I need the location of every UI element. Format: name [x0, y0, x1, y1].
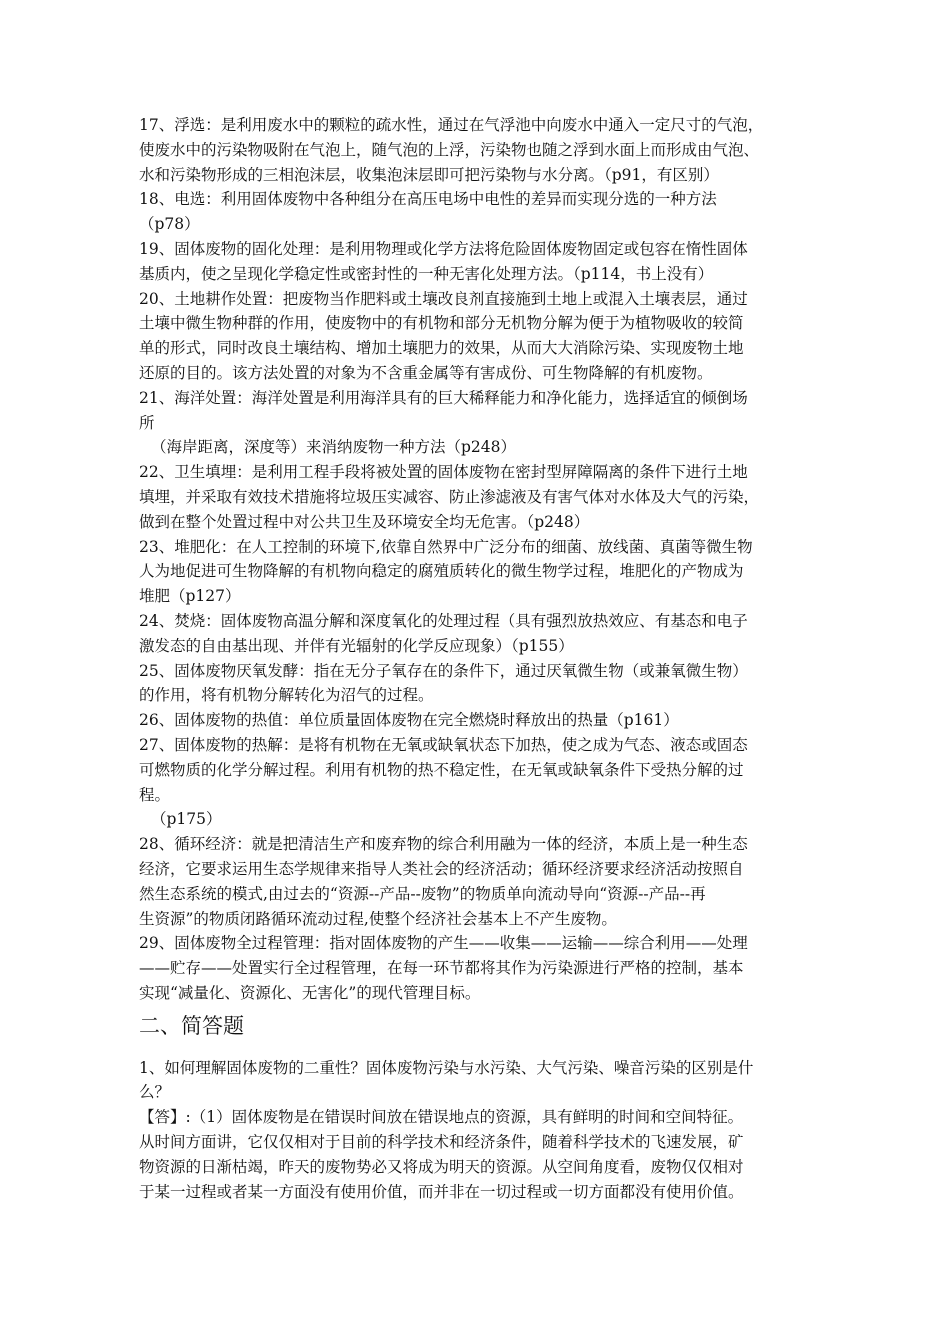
- text-line: 26、固体废物的热值：单位质量固体废物在完全燃烧时释放出的热量（p161）: [139, 711, 679, 730]
- text-line: 经济，它要求运用生态学规律来指导人类社会的经济活动；循环经济要求经济活动按照自: [139, 859, 744, 878]
- text-line: 【答】:（1）固体废物是在错误时间放在错误地点的资源，具有鲜明的时间和空间特征。: [139, 1108, 744, 1127]
- text-line: 的作用，将有机物分解转化为沼气的过程。: [139, 686, 434, 705]
- text-line: 物资源的日渐枯竭，昨天的废物势必又将成为明天的资源。从空间角度看，废物仅仅相对: [139, 1157, 744, 1176]
- text-line: ——贮存——处置实行全过程管理，在每一环节都将其作为污染源进行严格的控制，基本: [139, 959, 744, 978]
- text-line: 激发态的自由基出现、并伴有光辐射的化学反应现象）（p155）: [139, 636, 574, 655]
- text-line: 20、土地耕作处置：把废物当作肥料或土壤改良剂直接施到土地上或混入土壤表层，通过: [139, 289, 748, 308]
- definitions-block: [139, 113, 817, 1006]
- text-line: 人为地促进可生物降解的有机物向稳定的腐殖质转化的微生物学过程，堆肥化的产物成为: [139, 562, 744, 581]
- text-line: （海岸距离，深度等）来消纳废物一种方法（p248）: [151, 438, 517, 457]
- text-line: 单的形式，同时改良土壤结构、增加土壤肥力的效果，从而大大消除污染、实现废物土地: [139, 339, 744, 358]
- text-line: （p78）: [139, 215, 200, 234]
- text-line: 25、固体废物厌氧发酵：指在无分子氧存在的条件下，通过厌氧微生物（或兼氧微生物）: [139, 661, 748, 680]
- text-line: 所: [139, 413, 155, 432]
- short-answer-block: [139, 1056, 817, 1205]
- text-line: （p175）: [151, 810, 222, 829]
- text-line: 从时间方面讲，它仅仅相对于目前的科学技术和经济条件，随着科学技术的飞速发展，矿: [139, 1133, 744, 1152]
- text-line: 然生态系统的模式,由过去的“资源--产品--废物”的物质单向流动导向“资源--产品--再: [139, 884, 706, 903]
- text-line: 程。: [139, 785, 171, 804]
- text-line: 29、固体废物全过程管理：指对固体废物的产生——收集——运输——综合利用——处理: [139, 934, 748, 953]
- text-line: 于某一过程或者某一方面没有使用价值，而并非在一切过程或一切方面都没有使用价值。: [139, 1182, 744, 1201]
- section-heading: 二、简答题: [139, 1013, 244, 1038]
- document-page: [139, 113, 817, 1204]
- text-line: 17、浮选：是利用废水中的颗粒的疏水性，通过在气浮池中向废水中通入一定尺寸的气泡，: [139, 116, 764, 134]
- text-line: 使废水中的污染物吸附在气泡上，随气泡的上浮，污染物也随之浮到水面上而形成由气泡、: [139, 140, 760, 159]
- text-line: 实现“减量化、资源化、无害化”的现代管理目标。: [139, 983, 481, 1002]
- text-line: 1、如何理解固体废物的二重性？固体废物污染与水污染、大气污染、噪音污染的区别是什: [139, 1058, 754, 1077]
- text-line: 基质内，使之呈现化学稳定性或密封性的一种无害化处理方法。（p114，书上没有）: [139, 264, 714, 283]
- text-line: 28、循环经济：就是把清洁生产和废弃物的综合利用融为一体的经济，本质上是一种生态: [139, 835, 748, 854]
- text-line: 土壤中微生物种群的作用，使废物中的有机物和部分无机物分解为便于为植物吸收的较简: [139, 314, 744, 333]
- text-line: 做到在整个处置过程中对公共卫生及环境安全均无危害。（p248）: [139, 512, 590, 531]
- text-line: 27、固体废物的热解：是将有机物在无氧或缺氧状态下加热，使之成为气态、液态或固态: [139, 735, 748, 754]
- text-line: 22、卫生填埋：是利用工程手段将被处置的固体废物在密封型屏障隔离的条件下进行土地: [139, 463, 748, 482]
- text-line: 19、固体废物的固化处理：是利用物理或化学方法将危险固体废物固定或包容在惰性固体: [139, 239, 748, 258]
- text-line: 18、电选：利用固体废物中各种组分在高压电场中电性的差异而实现分选的一种方法: [139, 190, 717, 209]
- text-line: 21、海洋处置：海洋处置是利用海洋具有的巨大稀释能力和净化能力，选择适宜的倾倒场: [139, 388, 748, 407]
- text-line: 还原的目的。该方法处置的对象为不含重金属等有害成份、可生物降解的有机废物。: [139, 363, 713, 382]
- text-line: 么？: [139, 1083, 171, 1102]
- text-line: 填埋，并采取有效技术措施将垃圾压实减容、防止渗滤液及有害气体对水体及大气的污染，: [139, 487, 760, 506]
- text-line: 24、焚烧：固体废物高温分解和深度氧化的处理过程（具有强烈放热效应、有基态和电子: [139, 611, 748, 630]
- text-line: 堆肥（p127）: [139, 587, 241, 606]
- text-line: 可燃物质的化学分解过程。利用有机物的热不稳定性，在无氧或缺氧条件下受热分解的过: [139, 760, 744, 779]
- text-line: 23、堆肥化：在人工控制的环境下,依靠自然界中广泛分布的细菌、放线菌、真菌等微生物: [139, 537, 753, 556]
- text-line: 生资源”的物质闭路循环流动过程,使整个经济社会基本上不产生废物。: [139, 909, 617, 928]
- text-line: 水和污染物形成的三相泡沫层，收集泡沫层即可把污染物与水分离。（p91，有区别）: [139, 165, 719, 184]
